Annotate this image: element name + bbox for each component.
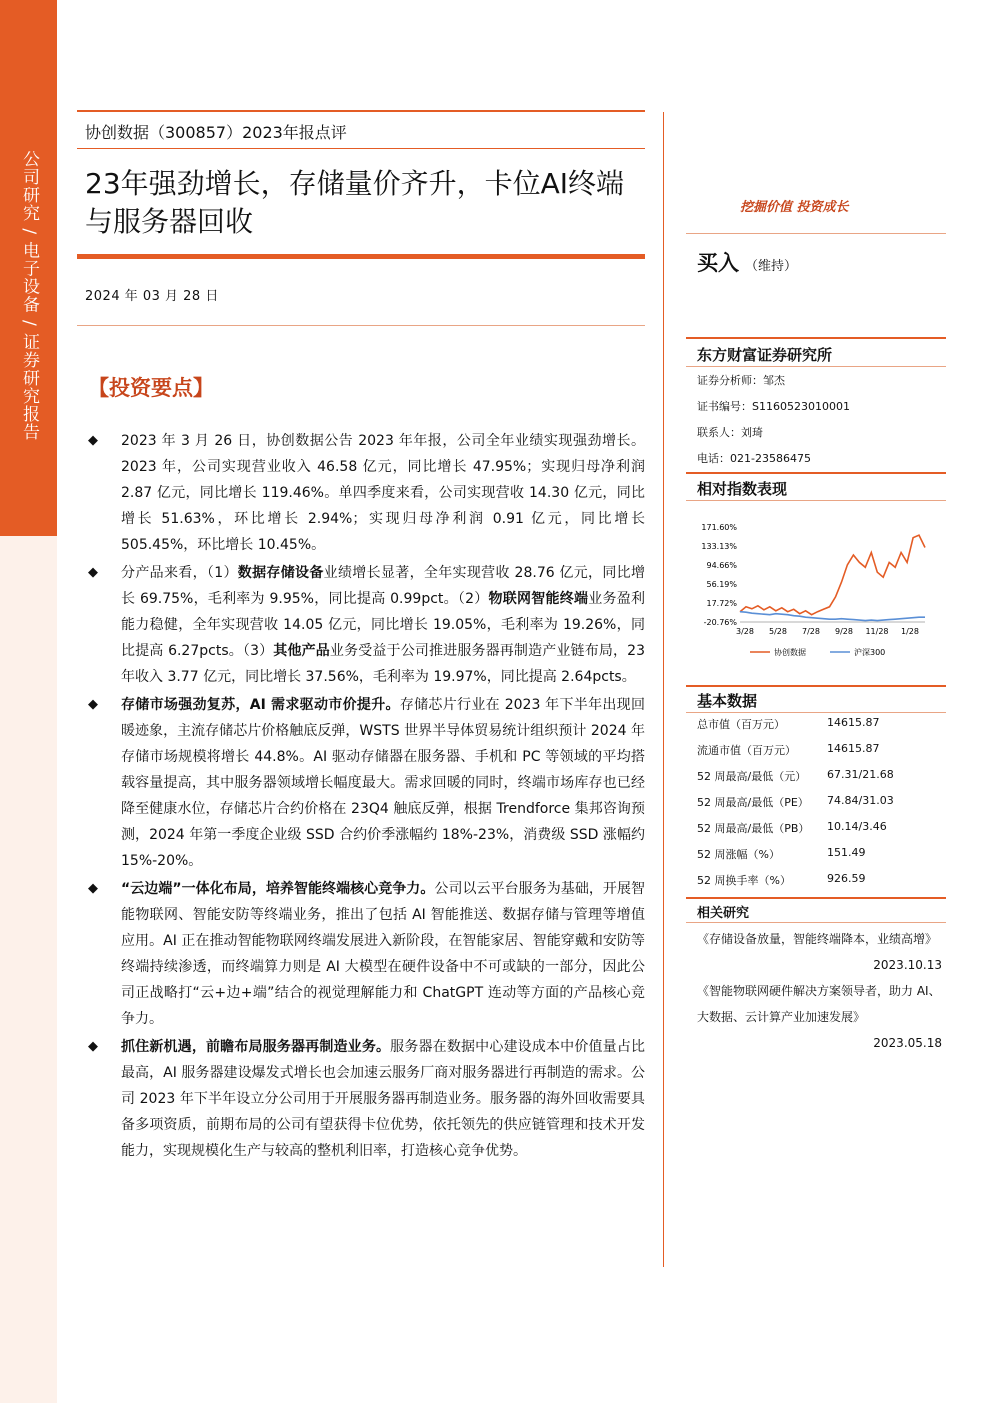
key-points-list [85, 428, 645, 1166]
x-tick-label: 7/28 [802, 627, 820, 636]
column-divider [663, 112, 664, 1267]
key-point-5 [85, 1034, 645, 1164]
basic-data-key: 52 周最高/最低（PE） [697, 796, 809, 809]
related-item-date: 2023.05.18 [873, 1036, 942, 1050]
basic-data-row [697, 742, 937, 768]
index-rule [686, 472, 946, 474]
motto-divider [686, 233, 946, 234]
basic-data-value: 10.14/3.46 [827, 820, 887, 833]
x-tick-label: 11/28 [865, 627, 889, 636]
report-date: 2024 年 03 月 28 日 [85, 289, 219, 304]
index-title: 相对指数表现 [697, 480, 788, 498]
analyst-info [697, 368, 850, 472]
y-tick-label: 56.19% [706, 580, 737, 589]
key-point-bold: 抓住新机遇，前瞻布局服务器再制造业务。 [121, 1039, 391, 1055]
diamond-bullet-icon: ◆ [88, 1039, 98, 1054]
basic-data-row [697, 716, 937, 742]
y-tick-label: 94.66% [706, 561, 737, 570]
y-tick-label: -20.76% [703, 618, 737, 627]
key-point-bold: “云边端”一体化布局，培养智能终端核心竞争力。 [121, 881, 435, 897]
basic-data-key: 52 周最高/最低（元） [697, 770, 807, 783]
institute-divider [686, 366, 946, 367]
related-item-title[interactable]: 《存储设备放量，智能终端降本，业绩高增》 [697, 932, 938, 946]
legend-label: 沪深300 [854, 648, 886, 657]
relative-index-chart [690, 515, 940, 675]
y-tick-label: 133.13% [701, 542, 737, 551]
legend-label: 协创数据 [774, 648, 806, 657]
basic-data-value: 67.31/21.68 [827, 768, 894, 781]
diamond-bullet-icon: ◆ [88, 881, 98, 896]
basic-data-value: 14615.87 [827, 742, 880, 755]
report-type: 协创数据（300857）2023年报点评 [85, 123, 347, 142]
key-point-text: 存储芯片行业在 2023 年下半年出现回暖迹象，主流存储芯片价格触底反弹，WSTS 世界半导体贸易统计组织预计 2024 年存储市场规模将增长 44.8%。AI 驱动存储器在服务器、手机和 PC 等领域的平均搭载容量提高，其中服务器领域增长幅度最大。需求回暖的同时，终端市场库存也已经降至健康水位，存储芯片合约价格在 23Q4 触底反弹，根据 Trendforce 集邦咨询预测，2024 年第一季度企业级 SSD 合约价季涨幅约 18%-23%，消费级 SSD 涨幅约 15%-20%。 [121, 697, 645, 869]
sidebar-category-text: 公司研究 / 电子设备 / 证券研究报告 [19, 150, 39, 442]
related-item-title[interactable]: 《智能物联网硬件解决方案领导者，助力 AI、大数据、云计算产业加速发展》 [697, 984, 941, 1024]
basic-data-value: 151.49 [827, 846, 866, 859]
x-tick-label: 1/28 [901, 627, 919, 636]
diamond-bullet-icon: ◆ [88, 433, 98, 448]
institute-name: 东方财富证券研究所 [697, 346, 833, 364]
basic-data-key: 总市值（百万元） [697, 718, 785, 731]
x-tick-label: 5/28 [769, 627, 787, 636]
motto: 挖掘价值 投资成长 [740, 200, 849, 215]
basic-data-key: 52 周最高/最低（PB） [697, 822, 810, 835]
rating [697, 247, 797, 277]
y-tick-label: 171.60% [701, 523, 737, 532]
basic-rule [686, 685, 946, 687]
phone-number: 电话：021-23586475 [697, 452, 811, 465]
series-line-2 [740, 612, 925, 621]
institute-rule [686, 337, 946, 339]
sidebar [0, 0, 57, 1403]
key-point-3 [85, 692, 645, 874]
key-point-4 [85, 876, 645, 1032]
section-title: 【投资要点】 [88, 375, 214, 400]
basic-data-key: 52 周涨幅（%） [697, 848, 780, 861]
basic-data-row [697, 768, 937, 794]
related-item-date: 2023.10.13 [873, 958, 942, 972]
basic-data-key: 52 周换手率（%） [697, 874, 791, 887]
cert-number: 证书编号：S1160523010001 [697, 400, 850, 413]
basic-divider [686, 712, 946, 713]
date-divider [77, 325, 645, 326]
key-point-text: 业务盈利能力稳健，全年实现营收 14.05 亿元，同比增长 19.05%，毛利率为 19.26%，同比提高 6.27pcts。（3） [121, 591, 646, 659]
key-point-text: 2023 年 3 月 26 日，协创数据公告 2023 年年报，公司全年业绩实现强劲增长。2023 年，公司实现营业收入 46.58 亿元，同比增长 47.95%；实现归母净利润 2.87 亿元，同比增长 119.46%。单四季度来看，公司实现营收 14.30 亿元，同比增长 51.63%，环比增长 2.94%；实现归母净利润 0.91 亿元，同比增长 505.45%，环比增长 10.45%。 [121, 433, 645, 553]
key-point-text: 业务受益于公司推进服务器再制造产业链布局，23 年收入 3.77 亿元，同比增长 37.56%，毛利率为 19.97%，同比提高 2.64pcts。 [121, 643, 645, 685]
basic-data-row [697, 846, 937, 872]
key-point-text: 业绩增长显著，全年实现营收 28.76 亿元，同比增长 69.75%，毛利率为 9.95%，同比提高 0.99pct。（2） [121, 565, 645, 607]
related-rule [686, 897, 946, 899]
basic-data-row [697, 820, 937, 846]
rating-label: 买入 [697, 251, 739, 275]
x-tick-label: 9/28 [835, 627, 853, 636]
series-line-1 [740, 535, 925, 615]
index-divider [686, 500, 946, 501]
title-bottom-rule [77, 254, 645, 259]
related-title: 相关研究 [697, 906, 750, 921]
page-title: 23年强劲增长，存储量价齐升，卡位AI终端与服务器回收 [85, 167, 625, 238]
basic-data-key: 流通市值（百万元） [697, 744, 796, 757]
analyst-name: 证券分析师：邹杰 [697, 374, 785, 387]
key-point-bold: 数据存储设备 [237, 565, 324, 581]
key-point-1 [85, 428, 645, 558]
basic-data-value: 14615.87 [827, 716, 880, 729]
y-tick-label: 17.72% [706, 599, 737, 608]
rating-sub: （维持） [745, 259, 798, 274]
key-point-bold: 物联网智能终端 [488, 591, 589, 607]
contact-person: 联系人：刘琦 [697, 426, 763, 439]
basic-data-row [697, 872, 937, 898]
title-rule [77, 148, 645, 149]
key-point-text: 分产品来看，（1） [121, 565, 238, 581]
related-divider [686, 922, 946, 923]
basic-data-value: 74.84/31.03 [827, 794, 894, 807]
key-point-text: 公司以云平台服务为基础，开展智能物联网、智能安防等终端业务，推出了包括 AI 智能推送、数据存储与管理等增值应用。AI 正在推动智能物联网终端发展进入新阶段，在智能家居、智能穿戴和安防等终端持续渗透，而终端算力则是 AI 大模型在硬件设备中不可或缺的一部分，因此公司正战略打“云+边+端”结合的视觉理解能力和 ChatGPT 连动等方面的产品核心竞争力。 [121, 881, 646, 1027]
key-point-2 [85, 560, 645, 690]
key-point-text: 服务器在数据中心建设成本中价值量占比最高，AI 服务器建设爆发式增长也会加速云服务厂商对服务器进行再制造的需求。公司 2023 年下半年设立分公司用于开展服务器再制造业务。服务器的海外回收需要具备多项资质，前期布局的公司有望获得卡位优势，依托领先的供应链管理和技术开发能力，实现规模化生产与较高的整机利旧率，打造核心竞争优势。 [121, 1039, 646, 1159]
basic-data-row [697, 794, 937, 820]
x-tick-label: 3/28 [736, 627, 754, 636]
related-list [697, 926, 942, 1056]
basic-data-value: 926.59 [827, 872, 866, 885]
key-point-bold: 存储市场强劲复苏，AI 需求驱动市价提升。 [121, 697, 400, 713]
key-point-bold: 其他产品 [273, 643, 330, 659]
basic-data-title: 基本数据 [697, 692, 758, 710]
top-rule [77, 110, 645, 112]
diamond-bullet-icon: ◆ [88, 697, 98, 712]
diamond-bullet-icon: ◆ [88, 565, 98, 580]
